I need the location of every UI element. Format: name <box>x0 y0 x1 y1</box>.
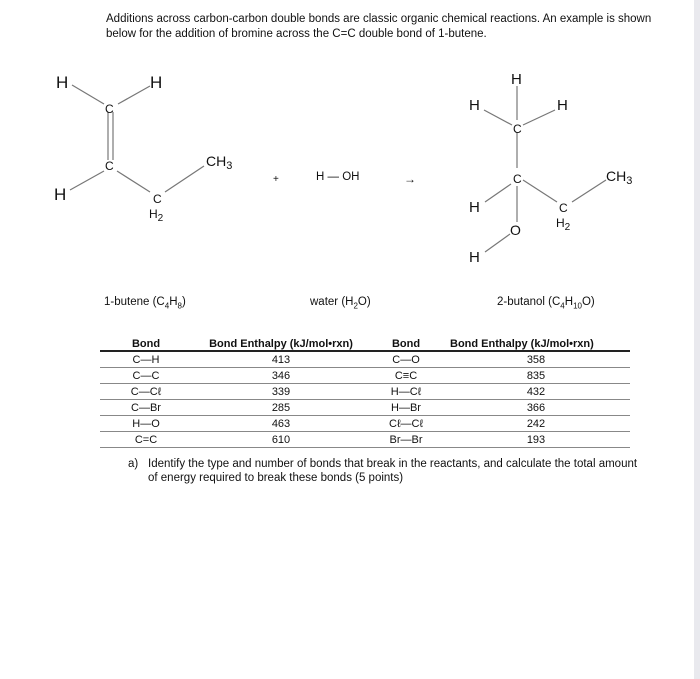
table-cell: 285 <box>271 401 291 414</box>
table-cell: C—H <box>132 353 160 366</box>
butanol-ch3: $CH_3$ <box>606 168 633 187</box>
table-row <box>100 350 630 367</box>
butanol-c-top: C <box>513 122 522 136</box>
table-header <box>100 336 630 350</box>
table-cell: 346 <box>271 369 291 382</box>
question-a <box>128 457 648 485</box>
butanol-h-left: H <box>469 97 480 114</box>
butanol-h-right: H <box>557 97 568 114</box>
butene-h-top-left: H <box>56 73 69 92</box>
header-bond-2: Bond <box>391 338 421 350</box>
table-cell: C—Br <box>131 401 161 414</box>
reaction-scheme <box>0 0 694 290</box>
question-text: Identify the type and number of bonds that break in the reactants, and calculate the total amount of energy required to break these bonds (5 points) <box>148 458 638 484</box>
reaction-arrow: → <box>404 172 416 186</box>
table-cell: Br—Br <box>389 433 423 446</box>
table-cell: H—Br <box>391 401 421 414</box>
butene-h2: $H_2$ <box>149 207 164 224</box>
butene-label: 1-butene $(C_4H_8)$ <box>104 296 186 311</box>
table-row <box>100 415 630 431</box>
butanol-label: 2-butanol $(C_4H_{10}O)$ <box>497 296 595 311</box>
question-label: a) <box>128 458 139 470</box>
butene-c2: C <box>105 159 114 173</box>
butene-h-top-right: H <box>150 73 163 92</box>
table-cell: C—C <box>132 369 160 382</box>
table-cell: 413 <box>271 353 291 366</box>
water-formula: H — OH <box>316 171 360 183</box>
header-enthalpy-2: Bond Enthalpy (kJ/mol•rxn) <box>450 338 594 350</box>
table-cell: C—Cℓ <box>130 385 162 398</box>
butanol-h2: $H_2$ <box>556 216 571 233</box>
table-cell: 193 <box>526 433 546 446</box>
table-cell: 835 <box>526 369 546 382</box>
butene-c1: C <box>105 102 114 116</box>
table-cell: C≡C <box>394 369 418 382</box>
table-cell: 610 <box>271 433 291 446</box>
butanol-oxygen: O <box>510 222 521 238</box>
bond-enthalpy-table <box>100 336 630 448</box>
table-row <box>100 383 630 399</box>
header-enthalpy-1: Bond Enthalpy (kJ/mol•rxn) <box>209 338 353 350</box>
table-cell: 242 <box>526 417 546 430</box>
butanol-c-mid: C <box>513 172 522 186</box>
butene-c3: C <box>153 192 162 206</box>
plus-sign: + <box>273 174 279 185</box>
table-row <box>100 431 630 448</box>
table-cell: 432 <box>526 385 546 398</box>
table-cell: Cℓ—Cℓ <box>389 417 423 430</box>
table-cell: H—O <box>132 417 160 430</box>
table-cell: 463 <box>271 417 291 430</box>
butanol-h-mid: H <box>469 199 480 216</box>
butanol-h-bottom: H <box>469 249 480 266</box>
table-cell: 358 <box>526 353 546 366</box>
water-label: water $(H_2O)$ <box>310 296 371 311</box>
butene-ch3: $CH_3$ <box>206 153 233 172</box>
table-cell: 366 <box>526 401 546 414</box>
table-cell: C=C <box>134 433 158 446</box>
table-cell: C—O <box>392 353 420 366</box>
table-row <box>100 399 630 415</box>
butene-bonds <box>70 85 204 192</box>
table-cell: 339 <box>271 385 291 398</box>
header-bond-1: Bond <box>131 338 161 350</box>
butanol-c3: C <box>559 201 568 215</box>
butanol-h-top: H <box>511 71 522 88</box>
table-row <box>100 367 630 383</box>
butanol-bonds <box>484 86 606 252</box>
intro-text: Additions across carbon-carbon double bonds are classic organic chemical reactions. An example is shown below for the addition of bromine across the C=C double bond of 1-butene. <box>106 13 652 40</box>
butene-h-left: H <box>54 185 67 204</box>
table-cell: H—Cℓ <box>390 385 422 398</box>
